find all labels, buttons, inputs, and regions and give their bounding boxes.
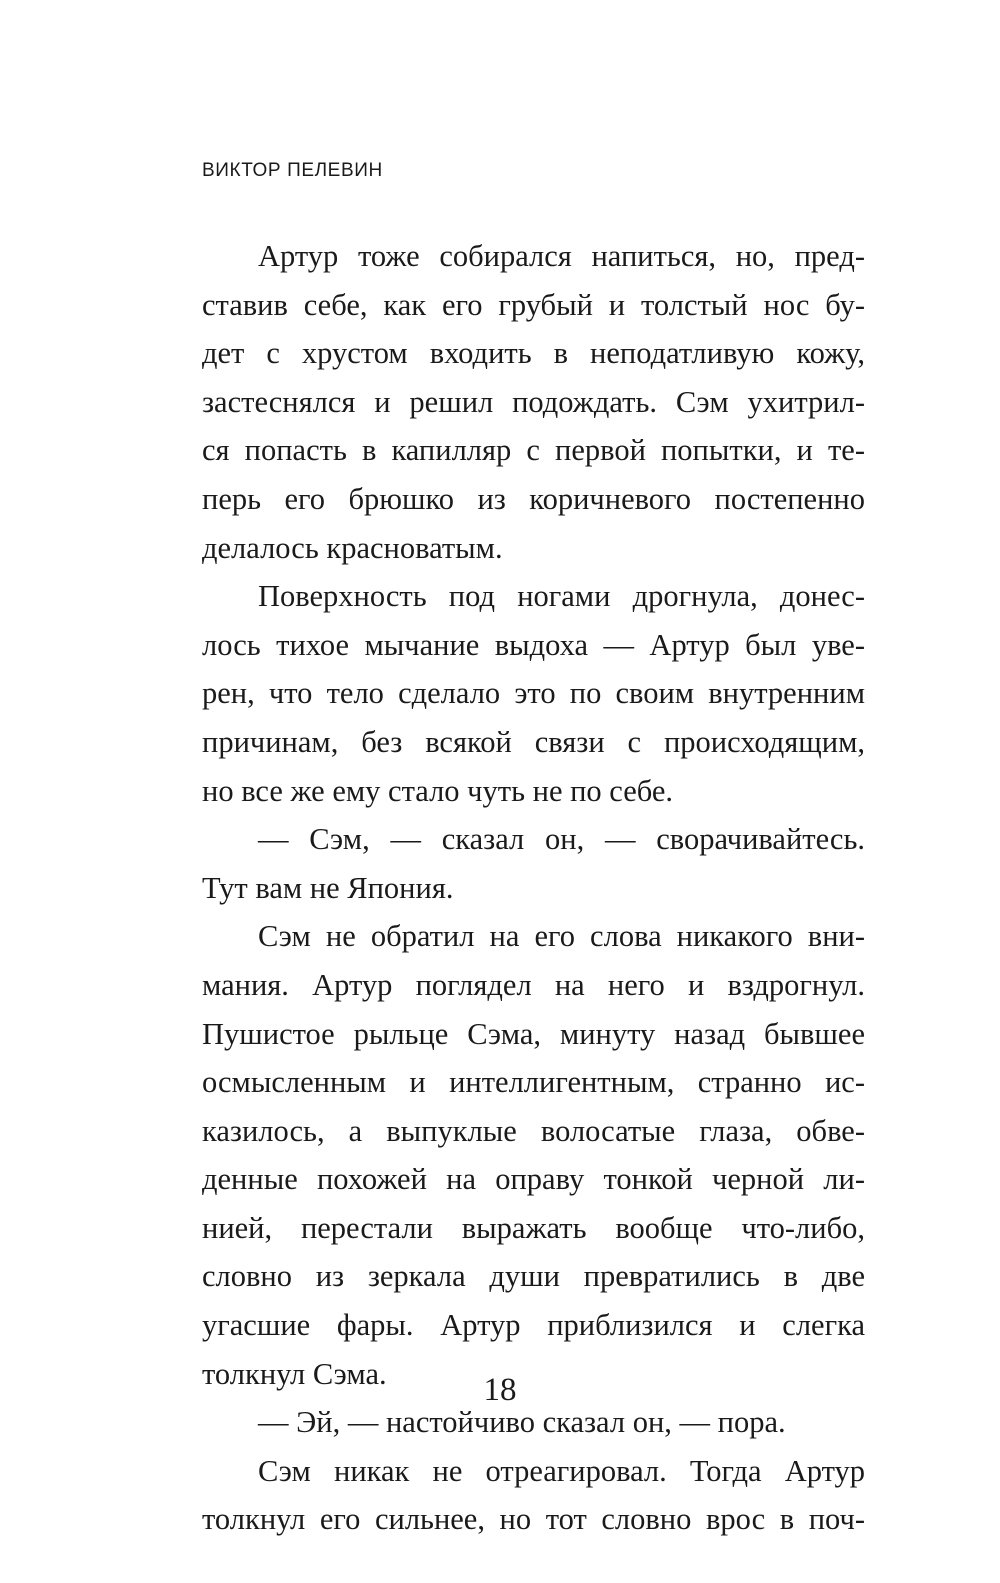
text-line: толкнул его сильнее, но тот словно врос в поч- (202, 1502, 865, 1537)
text-line: дет с хрустом входить в неподатливую кожу, (202, 336, 865, 371)
text-line: но все же ему стало чуть не по себе. (202, 773, 674, 808)
text-line: — Сэм, — сказал он, — сворачивайтесь. (258, 822, 865, 857)
text-line: делалось красноватым. (202, 530, 503, 565)
text-line: Поверхность под ногами дрогнула, донес- (258, 579, 865, 614)
text-line: рен, что тело сделало это по своим внутренним (202, 676, 865, 711)
text-line: Тут вам не Япония. (202, 870, 454, 905)
text-line: застеснялся и решил подождать. Сэм ухитрил- (202, 384, 865, 419)
text-line: ся попасть в капилляр с первой попытки, и те- (202, 433, 865, 468)
text-line: ставив себе, как его грубый и толстый нос бу- (202, 287, 865, 322)
page-number: 18 (483, 1372, 517, 1408)
text-line: Сэм не обратил на его слова никакого вни- (258, 919, 865, 954)
body-text (202, 232, 865, 1544)
text-line: казилось, а выпуклые волосатые глаза, обве- (202, 1113, 865, 1148)
text-line: толкнул Сэма. (202, 1356, 387, 1391)
text-line: перь его брюшко из коричневого постепенно (202, 481, 865, 516)
text-line: угасшие фары. Артур приблизился и слегка (202, 1308, 865, 1343)
text-line: Артур тоже собирался напиться, но, пред- (258, 239, 865, 273)
text-line: причинам, без всякой связи с происходящим, (202, 724, 865, 759)
text-line: мания. Артур поглядел на него и вздрогнул. (202, 967, 865, 1002)
text-line: осмысленным и интеллигентным, странно ис- (202, 1065, 865, 1100)
text-line: словно из зеркала души превратились в две (202, 1259, 865, 1294)
text-line: лось тихое мычание выдоха — Артур был уве- (202, 627, 865, 662)
text-line: Пушистое рыльце Сэма, минуту назад бывшее (202, 1016, 865, 1051)
text-line: — Эй, — настойчиво сказал он, — пора. (258, 1405, 786, 1440)
text-line: денные похожей на оправу тонкой черной ли- (202, 1162, 865, 1197)
running-header-author: ВИКТОР ПЕЛЕВИН (202, 160, 383, 181)
text-line: Сэм никак не отреагировал. Тогда Артур (258, 1453, 865, 1488)
text-line: нией, перестали выражать вообще что-либо, (202, 1210, 865, 1245)
